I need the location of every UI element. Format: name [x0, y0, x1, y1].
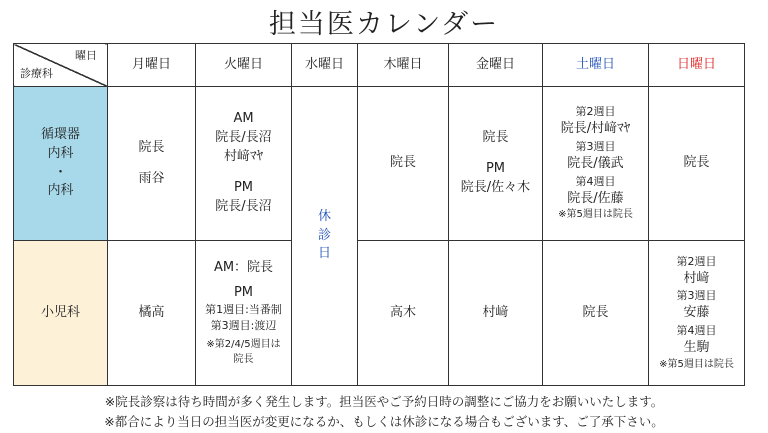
ped-sun: [649, 241, 745, 386]
cardio-sat-w4-doc: 院長/佐藤: [567, 190, 624, 206]
cardio-tue-pm-docs: 院長/長沼: [215, 198, 272, 214]
ped-tue-w1: 第1週目:当番制: [205, 303, 282, 317]
cardio-mon-doc1: 院長: [138, 139, 165, 155]
page-title: 担当医カレンダー: [268, 9, 500, 40]
cardio-sun: 院長: [649, 87, 745, 241]
doctor-calendar-table: [13, 43, 745, 386]
cardio-sat-w4: 第4週目: [575, 174, 616, 188]
day-header-wed: 水曜日: [292, 44, 358, 87]
ped-sun-w3-doc: 安藤: [683, 305, 710, 321]
pediatrics-row: [14, 241, 745, 386]
wed-closed: [292, 87, 358, 386]
ped-tue-pm: PM: [233, 284, 254, 300]
day-header-mon: 月曜日: [108, 44, 196, 87]
cardio-mon-doc2: 雨谷: [138, 170, 165, 186]
corner-dept-label: 診療科: [20, 67, 53, 81]
ped-sun-w2: 第2週目: [676, 254, 717, 268]
dept-cardio-line1: 循環器: [40, 126, 80, 142]
cardio-mon: [108, 87, 196, 241]
ped-tue-w3: 第3週目:渡辺: [210, 319, 277, 333]
ped-sun-w3: 第3週目: [676, 289, 717, 303]
footer-note-2: ※都合により当日の担当医が変更になるか、もしくは休診になる場合もございます、ご了承下さい。: [104, 414, 664, 429]
header-row: [14, 44, 745, 87]
corner-day-label: 曜日: [75, 49, 97, 62]
ped-fri: 村﨑: [449, 241, 543, 386]
day-header-thu: 木曜日: [358, 44, 449, 87]
dept-cardio-line4: 内科: [47, 183, 74, 199]
cardio-tue: [196, 87, 292, 241]
ped-sun-w4: 第4週目: [676, 324, 717, 338]
cardio-sat: [543, 87, 649, 241]
dept-cardio-line2: 内科: [47, 145, 74, 161]
ped-mon: 橘高: [108, 241, 196, 386]
dept-pediatrics: 小児科: [14, 241, 108, 386]
cardio-thu: 院長: [358, 87, 449, 241]
cardio-sat-w3: 第3週目: [575, 139, 616, 153]
cardio-tue-am-doc1: 院長/長沼: [215, 130, 272, 146]
cardio-fri: [449, 87, 543, 241]
cardio-row: [14, 87, 745, 241]
wed-closed-char2: 診: [317, 227, 331, 243]
ped-sat: 院長: [543, 241, 649, 386]
cardio-tue-am-doc2: 村﨑ﾏﾔ: [223, 149, 263, 165]
corner-cell: [14, 44, 108, 87]
cardio-sat-w2: 第2週目: [575, 105, 616, 119]
ped-tue-note2: 院長: [233, 353, 254, 365]
day-header-sun: 日曜日: [649, 44, 745, 87]
cardio-fri-pm: PM: [485, 161, 506, 177]
cardio-tue-am: AM: [233, 111, 254, 127]
cardio-fri-pm-docs: 院長/佐々木: [460, 179, 531, 195]
cardio-sat-w2-doc: 院長/村﨑ﾏﾔ: [560, 121, 631, 137]
footer-note-1: ※院長診察は待ち時間が多く発生します。担当医やご予約日時の調整にご協力をお願いいたします。: [104, 394, 664, 409]
ped-sun-note: ※第5週目は院長: [659, 358, 734, 370]
day-header-fri: 金曜日: [449, 44, 543, 87]
ped-tue-am: AM：院長: [213, 259, 274, 275]
ped-sun-w2-doc: 村﨑: [683, 270, 710, 286]
ped-sun-w4-doc: 生駒: [683, 340, 710, 356]
cardio-sat-w3-doc: 院長/儀武: [567, 155, 624, 171]
day-header-sat: 土曜日: [543, 44, 649, 87]
day-header-tue: 火曜日: [196, 44, 292, 87]
wed-closed-char1: 休: [317, 208, 331, 224]
dept-cardio: [14, 87, 108, 241]
cardio-sat-note: ※第5週目は院長: [558, 209, 633, 221]
dept-cardio-line3: ・: [53, 164, 67, 180]
cardio-fri-top: 院長: [482, 130, 509, 146]
ped-tue-note1: ※第2/4/5週目は: [206, 339, 281, 351]
ped-tue: [196, 241, 292, 386]
cardio-tue-pm: PM: [233, 179, 254, 195]
wed-closed-char3: 日: [317, 246, 331, 262]
ped-thu: 高木: [358, 241, 449, 386]
